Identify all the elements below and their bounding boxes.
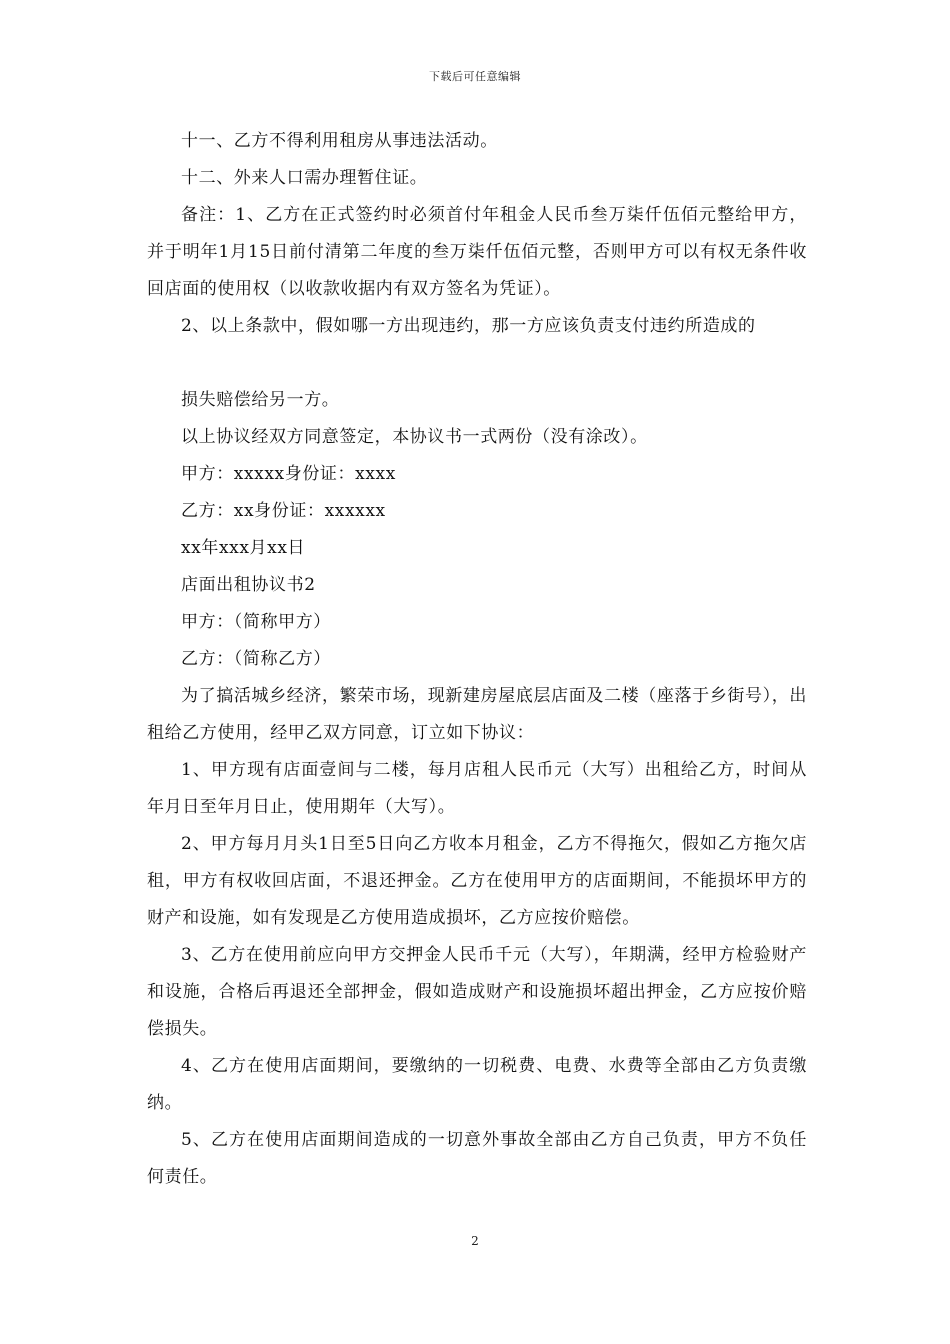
preamble: 为了搞活城乡经济，繁荣市场，现新建房屋底层店面及二楼（座落于乡街号），出租给乙方使用，经甲乙双方同意，订立如下协议： — [147, 686, 807, 743]
clause-2: 2、甲方每月月头1日至5日向乙方收本月租金，乙方不得拖欠，假如乙方拖欠店租，甲方有权收回店面，不退还押金。乙方在使用甲方的店面期间，不能损坏甲方的财产和设施，如有发现是乙方使用造成损坏，乙方应按价赔偿。 — [147, 834, 807, 928]
clause-12: 十二、外来人口需办理暂住证。 — [181, 168, 428, 188]
clause-1: 1、甲方现有店面壹间与二楼，每月店租人民币元（大写）出租给乙方，时间从年月日至年月日止，使用期年（大写）。 — [147, 760, 807, 817]
agreement-2-title: 店面出租协议书2 — [181, 575, 316, 595]
remark-2: 2、以上条款中，假如哪一方出现违约，那一方应该负责支付违约所造成的 — [181, 316, 756, 336]
page-break-gap — [147, 345, 807, 382]
clause-11: 十一、乙方不得利用租房从事违法活动。 — [181, 131, 498, 151]
agreement-statement: 以上协议经双方同意签定，本协议书一式两份（没有涂改）。 — [181, 427, 648, 447]
signing-date: xx年xxx月xx日 — [181, 538, 306, 558]
party-b-line: 乙方：（简称乙方） — [181, 649, 331, 669]
page-number: 2 — [471, 1234, 479, 1248]
party-a-line: 甲方：（简称甲方） — [181, 612, 331, 632]
document-body — [147, 123, 807, 1196]
page-header: 下载后可任意编辑 — [429, 70, 521, 83]
party-a-signature: 甲方：xxxxx身份证：xxxx — [181, 464, 396, 484]
clause-5: 5、乙方在使用店面期间造成的一切意外事故全部由乙方自己负责，甲方不负任何责任。 — [147, 1130, 807, 1187]
clause-3: 3、乙方在使用前应向甲方交押金人民币千元（大写），年期满，经甲方检验财产和设施，合格后再退还全部押金，假如造成财产和设施损坏超出押金，乙方应按价赔偿损失。 — [147, 945, 807, 1039]
party-b-signature: 乙方：xx身份证：xxxxxx — [181, 501, 386, 521]
remark-2-continued: 损失赔偿给另一方。 — [181, 390, 340, 410]
remark-1: 备注：1、乙方在正式签约时必须首付年租金人民币叁万柒仟伍佰元整给甲方，并于明年1月15日前付清第二年度的叁万柒仟伍佰元整，否则甲方可以有权无条件收回店面的使用权（以收款收据内有双方签名为凭证）。 — [147, 205, 807, 299]
clause-4: 4、乙方在使用店面期间，要缴纳的一切税费、电费、水费等全部由乙方负责缴纳。 — [147, 1056, 807, 1113]
